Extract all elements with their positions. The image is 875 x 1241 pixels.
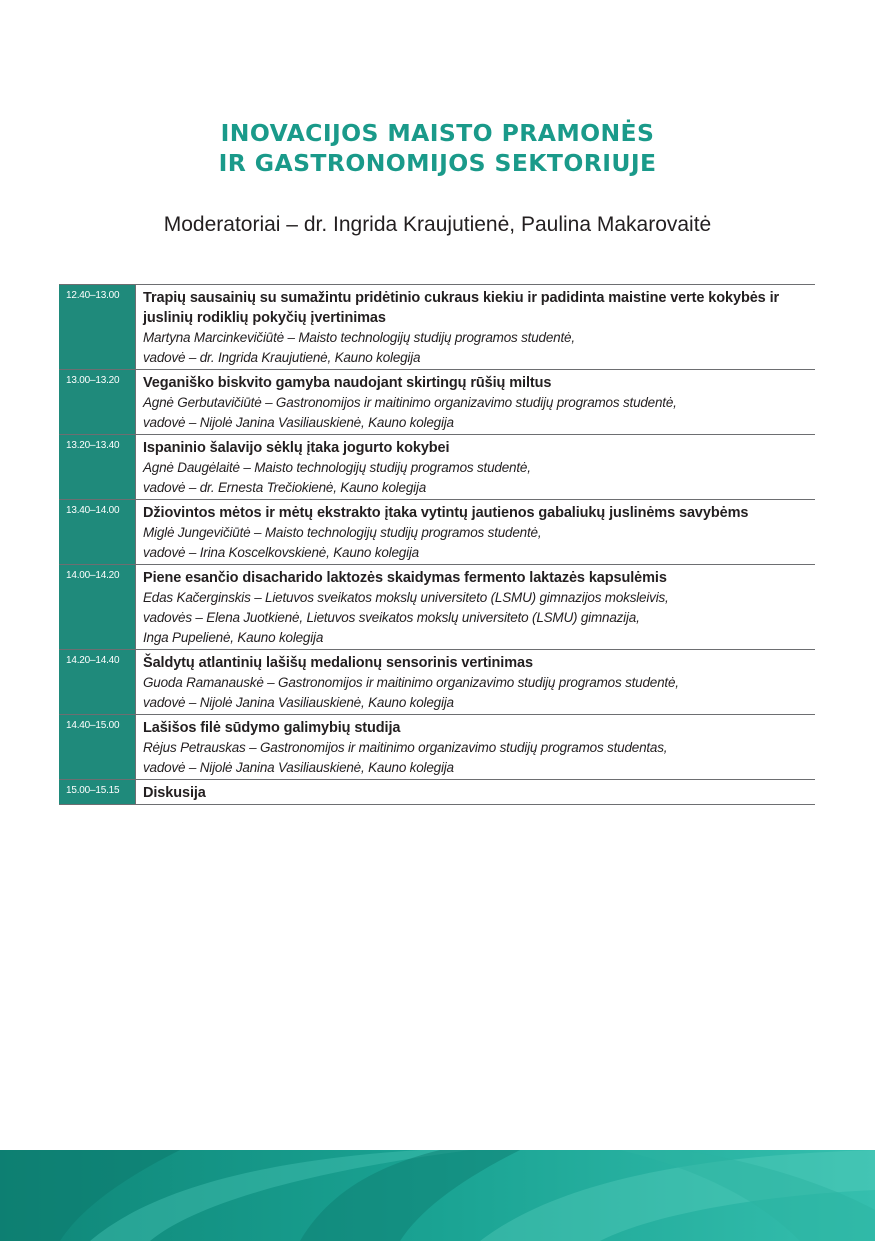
schedule-row — [59, 715, 815, 780]
talk-title: Trapių sausainių su sumažintu pridėtinio cukraus kiekiu ir padidinta maistine verte kokybės ir juslinių rodiklių pokyčių įvertinimas — [143, 290, 780, 326]
talk-details — [135, 780, 815, 804]
title-line-2: IR GASTRONOMIJOS SEKTORIUJE — [218, 149, 657, 177]
speaker-info: vadovė – Nijolė Janina Vasiliauskienė, Kauno kolegija — [143, 760, 454, 775]
speaker-info: vadovė – dr. Ingrida Kraujutienė, Kauno kolegija — [143, 350, 421, 365]
speaker-info: Agnė Gerbutavičiūtė – Gastronomijos ir maitinimo organizavimo studijų programos studentė, — [143, 395, 677, 410]
footer-decoration — [0, 1150, 875, 1241]
page-title — [0, 118, 875, 178]
talk-title: Džiovintos mėtos ir mėtų ekstrakto įtaka vytintų jautienos gabaliukų juslinėms savybėms — [143, 505, 749, 521]
talk-title: Ispaninio šalavijo sėklų įtaka jogurto kokybei — [143, 440, 450, 456]
time-slot: 13.20–13.40 — [59, 435, 135, 499]
talk-details — [135, 650, 815, 714]
time-slot: 15.00–15.15 — [59, 780, 135, 804]
schedule-row — [59, 285, 815, 370]
schedule-row — [59, 500, 815, 565]
time-slot: 14.00–14.20 — [59, 565, 135, 649]
talk-title: Diskusija — [143, 785, 206, 801]
speaker-info: Guoda Ramanauskė – Gastronomijos ir maitinimo organizavimo studijų programos studentė, — [143, 675, 679, 690]
schedule-row — [59, 435, 815, 500]
time-slot: 14.40–15.00 — [59, 715, 135, 779]
talk-details — [135, 565, 815, 649]
talk-title: Šaldytų atlantinių lašišų medalionų sensorinis vertinimas — [143, 655, 533, 671]
schedule-row — [59, 780, 815, 805]
title-line-1: INOVACIJOS MAISTO PRAMONĖS — [220, 119, 655, 147]
time-slot: 13.00–13.20 — [59, 370, 135, 434]
speaker-info: vadovė – Nijolė Janina Vasiliauskienė, Kauno kolegija — [143, 415, 454, 430]
talk-details — [135, 715, 815, 779]
moderators-line: Moderatoriai – dr. Ingrida Kraujutienė, Paulina Makarovaitė — [163, 213, 712, 236]
talk-details — [135, 435, 815, 499]
speaker-info: Inga Pupelienė, Kauno kolegija — [143, 630, 324, 645]
talk-title: Piene esančio disacharido laktozės skaidymas fermento laktazės kapsulėmis — [143, 570, 667, 586]
time-slot: 13.40–14.00 — [59, 500, 135, 564]
talk-details — [135, 285, 815, 369]
schedule-row — [59, 370, 815, 435]
talk-title: Lašišos filė sūdymo galimybių studija — [143, 720, 401, 736]
speaker-info: vadovė – Irina Koscelkovskienė, Kauno kolegija — [143, 545, 419, 560]
speaker-info: Miglė Jungevičiūtė – Maisto technologijų studijų programos studentė, — [143, 525, 542, 540]
time-slot: 14.20–14.40 — [59, 650, 135, 714]
speaker-info: Rėjus Petrauskas – Gastronomijos ir maitinimo organizavimo studijų programos studentas, — [143, 740, 668, 755]
speaker-info: vadovė – dr. Ernesta Trečiokienė, Kauno kolegija — [143, 480, 427, 495]
speaker-info: vadovė – Nijolė Janina Vasiliauskienė, Kauno kolegija — [143, 695, 454, 710]
talk-details — [135, 500, 815, 564]
talk-details — [135, 370, 815, 434]
speaker-info: Martyna Marcinkevičiūtė – Maisto technologijų studijų programos studentė, — [143, 330, 575, 345]
speaker-info: Edas Kačerginskis – Lietuvos sveikatos mokslų universiteto (LSMU) gimnazijos moksleivis, — [143, 590, 669, 605]
schedule-table — [59, 284, 815, 805]
schedule-row — [59, 565, 815, 650]
speaker-info: vadovės – Elena Juotkienė, Lietuvos sveikatos mokslų universiteto (LSMU) gimnazija, — [143, 610, 640, 625]
time-slot: 12.40–13.00 — [59, 285, 135, 369]
talk-title: Veganiško biskvito gamyba naudojant skirtingų rūšių miltus — [143, 375, 552, 391]
schedule-row — [59, 650, 815, 715]
speaker-info: Agnė Daugėlaitė – Maisto technologijų studijų programos studentė, — [143, 460, 531, 475]
